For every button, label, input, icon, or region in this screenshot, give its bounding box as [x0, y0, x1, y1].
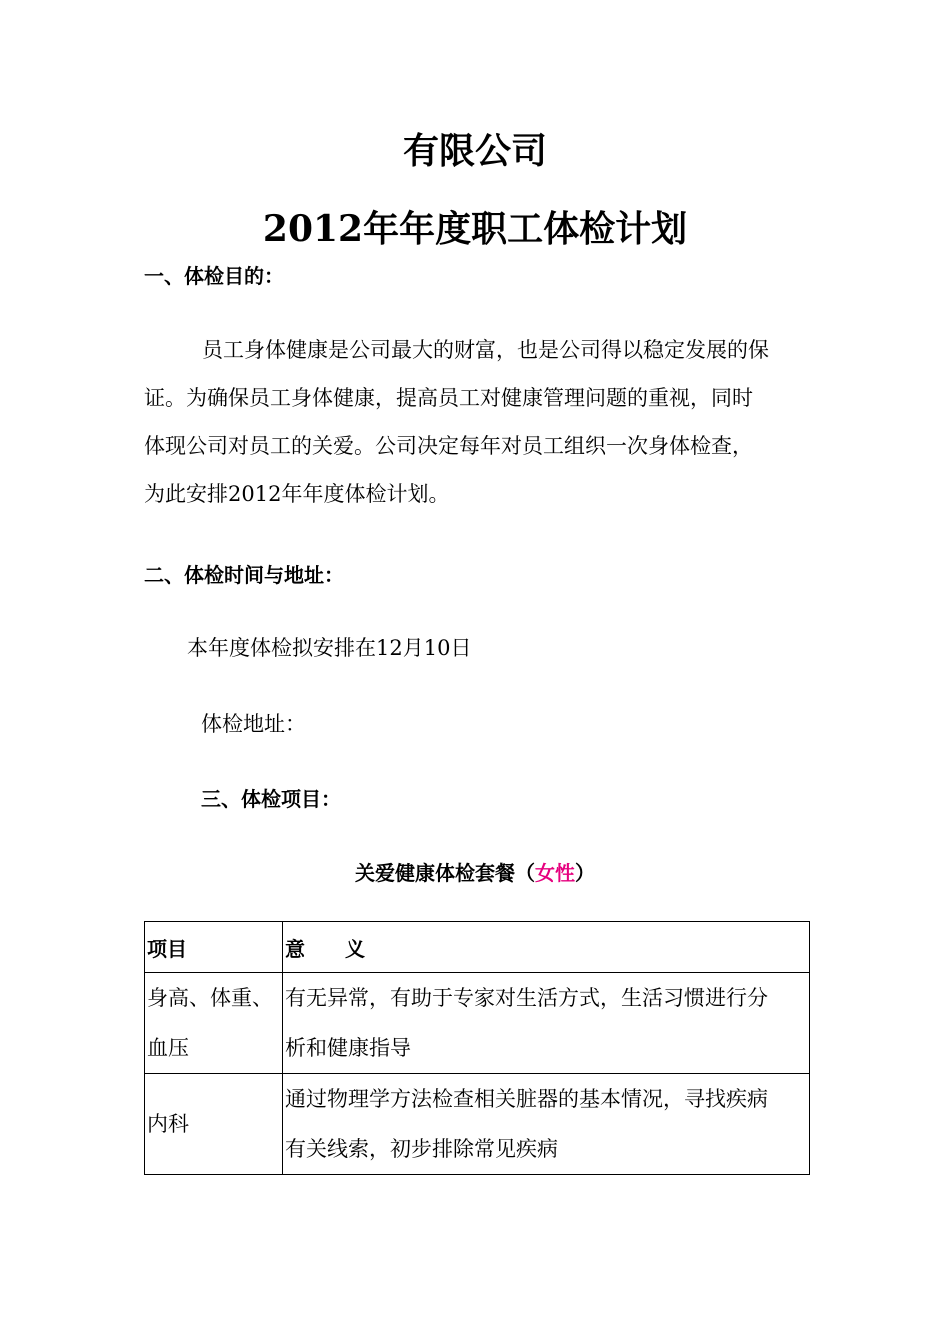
package-title — [0, 859, 950, 887]
cell-line: 血压 — [147, 1036, 189, 1060]
cell-line: 有无异常，有助于专家对生活方式，生活习惯进行分 — [285, 986, 768, 1010]
meaning-cell — [283, 1074, 810, 1175]
package-title-prefix: 关爱健康体检套餐（ — [355, 861, 535, 885]
table-header-row — [145, 922, 810, 973]
header-item: 项目 — [145, 922, 283, 973]
paragraph-line: 体现公司对员工的关爱。公司决定每年对员工组织一次身体检查， — [144, 434, 753, 458]
cell-line: 身高、体重、 — [147, 986, 273, 1010]
package-title-suffix: ） — [575, 861, 595, 885]
cell-line: 有关线索，初步排除常见疾病 — [285, 1137, 558, 1161]
exam-address: 体检地址： — [201, 712, 306, 736]
table-row — [145, 973, 810, 1074]
exam-time: 本年度体检拟安排在12月10日 — [187, 636, 472, 660]
section1-heading: 一、体检目的： — [144, 264, 284, 288]
exam-items-table — [144, 921, 810, 1175]
paragraph-line: 为此安排2012年年度体检计划。 — [144, 482, 450, 506]
header-meaning: 意 义 — [283, 922, 810, 973]
paragraph-line: 员工身体健康是公司最大的财富，也是公司得以稳定发展的保 — [202, 338, 769, 362]
table-row — [145, 1074, 810, 1175]
package-title-accent: 女性 — [535, 861, 575, 885]
meaning-cell — [283, 973, 810, 1074]
section2-heading: 二、体检时间与地址： — [144, 563, 344, 587]
cell-line: 通过物理学方法检查相关脏器的基本情况，寻找疾病 — [285, 1087, 768, 1111]
section3-heading: 三、体检项目： — [201, 787, 341, 811]
cell-line: 析和健康指导 — [285, 1036, 411, 1060]
item-cell — [145, 973, 283, 1074]
cell-line: 内科 — [147, 1112, 189, 1136]
section1-paragraph — [144, 326, 809, 518]
document-title: 有限公司 — [402, 131, 547, 172]
item-cell — [145, 1074, 283, 1175]
paragraph-line: 证。为确保员工身体健康，提高员工对健康管理问题的重视，同时 — [144, 386, 753, 410]
document-subtitle: 2012年年度职工体检计划 — [262, 208, 688, 250]
